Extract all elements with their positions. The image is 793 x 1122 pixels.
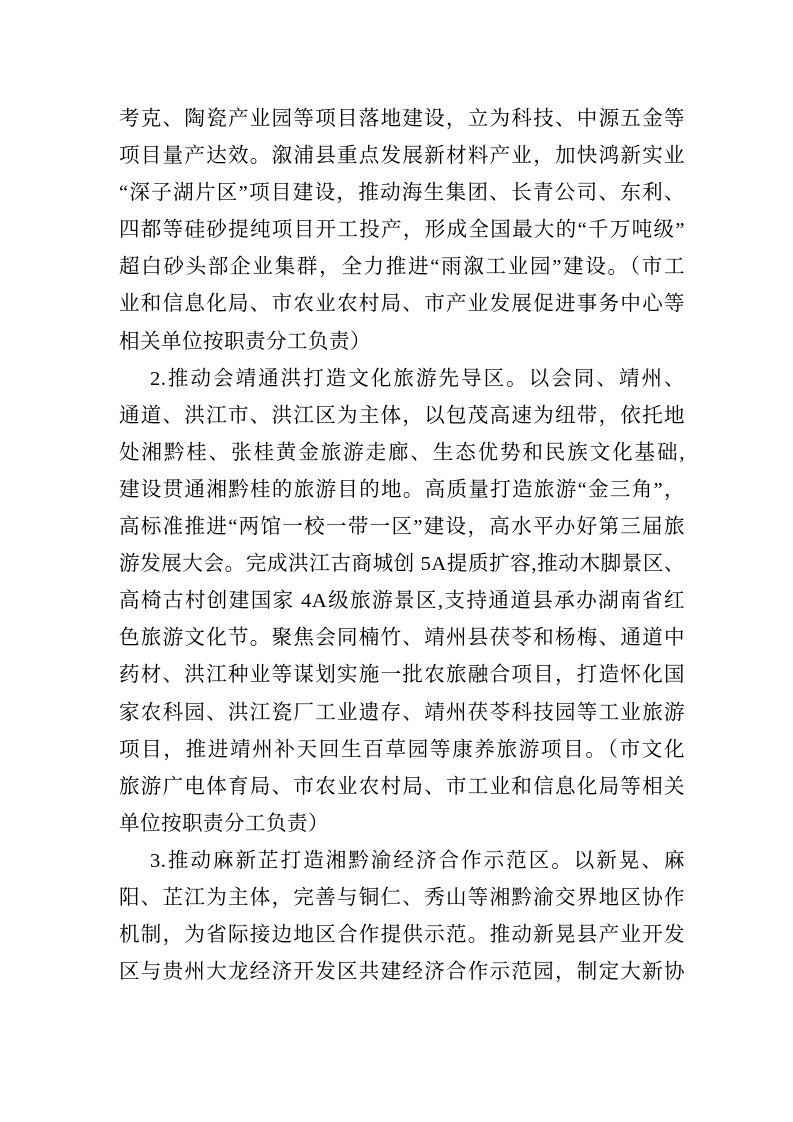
text-line: 色旅游文化节。聚焦会同楠竹、靖州县茯苓和杨梅、通道中 (119, 627, 685, 650)
text-line: 通道、洪江市、洪江区为主体，以包茂高速为纽带，依托地 (119, 404, 685, 427)
text-line-paragraph-end: 单位按职责分工负责） (119, 812, 329, 835)
text-line: 考克、陶瓷产业园等项目落地建设，立为科技、中源五金等 (119, 108, 685, 130)
text-line-paragraph-start-3: 3.推动麻新芷打造湘黔渝经济合作示范区。以新晃、麻 (150, 849, 685, 872)
text-line: 项目量产达效。溆浦县重点发展新材料产业，加快鸿新实业 (119, 145, 685, 168)
text-line-paragraph-end: 相关单位按职责分工负责） (119, 330, 371, 353)
text-line: 机制，为省际接边地区合作提供示范。推动新晃县产业开发 (119, 924, 685, 947)
text-line: 游发展大会。完成洪江古商城创 5A提质扩容,推动木脚景区、 (119, 553, 685, 576)
text-line: 家农科园、洪江瓷厂工业遗存、靖州茯苓科技园等工业旅游 (119, 701, 685, 724)
text-line: “深子湖片区”项目建设，推动海生集团、长青公司、东利、 (119, 182, 685, 205)
text-line: 高椅古村创建国家 4A级旅游景区,支持通道县承办湖南省红 (119, 590, 685, 613)
text-line: 业和信息化局、市农业农村局、市产业发展促进事务中心等 (119, 293, 685, 316)
text-line: 旅游广电体育局、市农业农村局、市工业和信息化局等相关 (119, 775, 685, 798)
text-line: 超白砂头部企业集群，全力推进“雨溆工业园”建设。（市工 (119, 256, 685, 279)
text-line: 区与贵州大龙经济开发区共建经济合作示范园，制定大新协 (119, 961, 685, 984)
text-line: 药材、洪江种业等谋划实施一批农旅融合项目，打造怀化国 (119, 664, 685, 687)
text-line: 项目，推进靖州补天回生百草园等康养旅游项目。（市文化 (119, 738, 685, 761)
text-line: 处湘黔桂、张桂黄金旅游走廊、生态优势和民族文化基础, (119, 441, 685, 464)
text-line: 阳、芷江为主体，完善与铜仁、秀山等湘黔渝交界地区协作 (119, 886, 685, 909)
text-line: 高标准推进“两馆一校一带一区”建设，高水平办好第三届旅 (119, 516, 685, 539)
text-line: 建设贯通湘黔桂的旅游目的地。高质量打造旅游“金三角”， (119, 478, 685, 501)
document-text-block (119, 101, 685, 991)
text-line: 四都等硅砂提纯项目开工投产，形成全国最大的“千万吨级” (119, 219, 685, 242)
text-line-paragraph-start-2: 2.推动会靖通洪打造文化旅游先导区。以会同、靖州、 (150, 367, 685, 390)
